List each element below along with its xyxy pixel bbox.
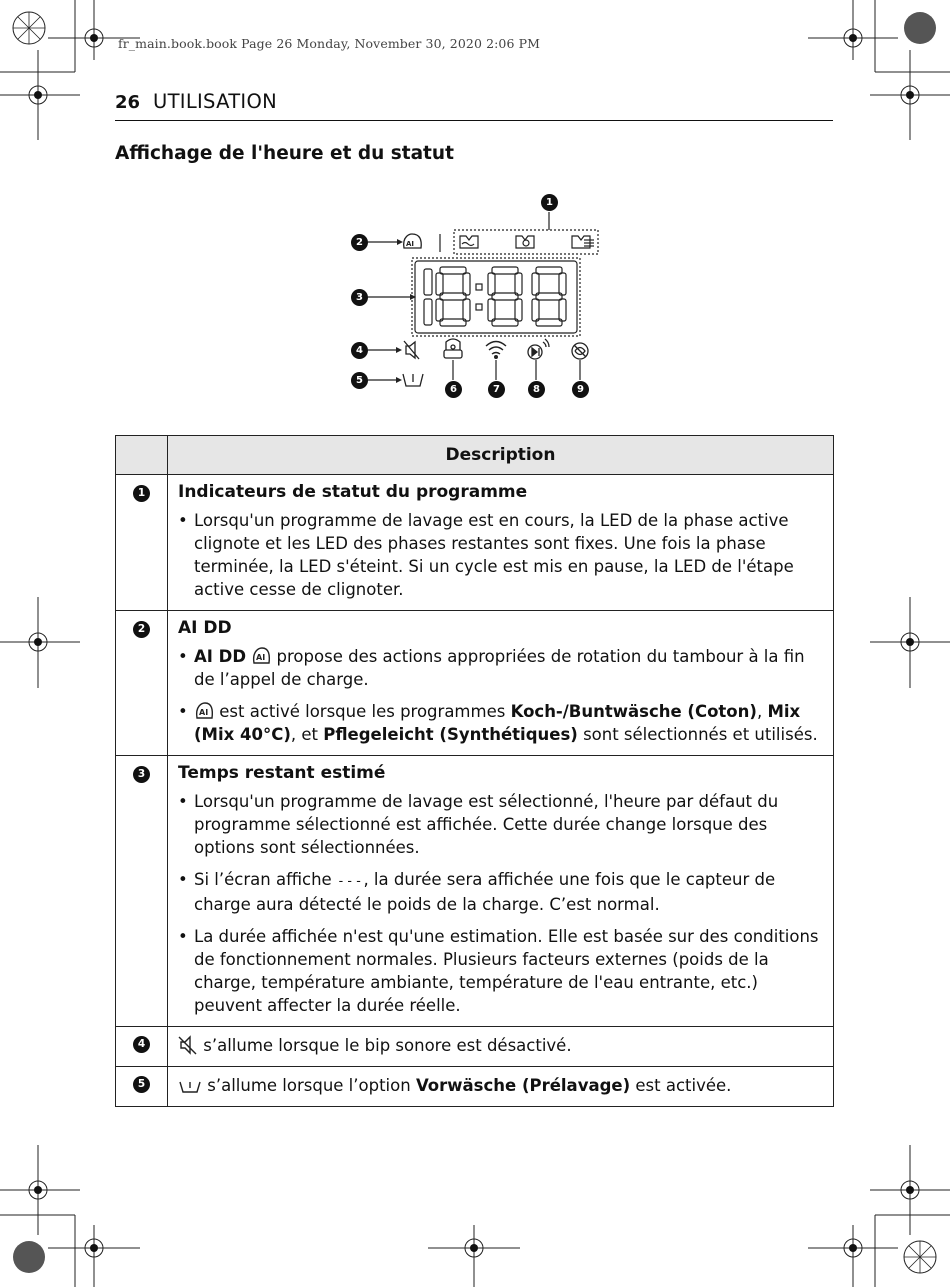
row-title: Indicateurs de statut du programme [178, 482, 528, 502]
spin-off-icon [572, 343, 588, 359]
callout-4: 4 [351, 342, 368, 359]
display-diagram [340, 190, 610, 405]
svg-text:AI: • AI [199, 708, 209, 717]
text-fragment: s’allume lorsque le bip sonore est désactivé. [198, 1036, 572, 1055]
row-number-cell [116, 475, 168, 611]
wash-phase-icon [460, 236, 478, 248]
header-description: Description [168, 436, 834, 475]
row-description-cell [168, 756, 834, 1027]
row-number-badge: 5 [133, 1076, 150, 1093]
table-header-row [116, 436, 834, 475]
callout-2: 2 [351, 234, 368, 251]
row-description-cell [168, 475, 834, 611]
wifi-icon [486, 342, 506, 359]
row-number-cell [116, 1027, 168, 1067]
beep-off-icon [178, 1035, 198, 1055]
callout-5: 5 [351, 372, 368, 389]
bullet-item [178, 645, 823, 691]
text-fragment: , et [290, 725, 324, 744]
remote-start-icon [528, 339, 549, 359]
svg-text:AI: AI [406, 240, 415, 248]
prewash-icon [403, 374, 423, 386]
row-number-badge: 4 [133, 1036, 150, 1053]
header-blank-cell [116, 436, 168, 475]
callout-7: 7 [488, 381, 505, 398]
text-fragment: , [756, 702, 768, 721]
row-number-badge: 3 [133, 766, 150, 783]
table-row [116, 611, 834, 756]
row-number-badge: 2 [133, 621, 150, 638]
callout-1: 1 [541, 194, 558, 211]
ai-dd-icon [251, 646, 271, 666]
table-row [116, 756, 834, 1027]
svg-text:AI: AI [256, 653, 266, 662]
row-title: AI DD [178, 618, 232, 638]
table-row [116, 1067, 834, 1107]
row-number-badge: 1 [133, 485, 150, 502]
display-dashes: --- [336, 874, 364, 889]
table-row [116, 1027, 834, 1067]
row-number-cell [116, 756, 168, 1027]
bullet-item: • Lorsqu'un programme de lavage est sélectionné, l'heure par défaut du programme sélectionné est affichée. Cette durée change lorsque des options sont sélectionnées. [178, 790, 823, 859]
row-description-cell [168, 1027, 834, 1067]
led-digits [418, 264, 574, 330]
bullet-item: • Lorsqu'un programme de lavage est en cours, la LED de la phase active clignote et les LED des phases restantes sont fixes. Une fois la phase terminée, la LED s'éteint. Si un cycle est mis en pause, la LED de l'étape active cesse de clignoter. [178, 509, 823, 601]
bullet-item: • La durée affichée n'est qu'une estimation. Elle est basée sur des conditions de fonctionnement normales. Plusieurs facteurs externes (poids de la charge, température ambiante, température de l'eau entrante, etc.) peuvent affecter la durée réelle. [178, 925, 823, 1017]
callout-6: 6 [445, 381, 462, 398]
callout-3: 3 [351, 289, 368, 306]
page-number: 26 [115, 92, 141, 113]
bullet-item [178, 868, 823, 916]
prewash-icon [178, 1077, 202, 1095]
ai-dd-bold: AI DD [194, 647, 247, 666]
led-display [418, 262, 574, 332]
door-lock-icon [444, 339, 462, 358]
text-fragment: Si l’écran affiche [194, 870, 337, 889]
ai-dd-icon [404, 234, 422, 248]
callout-8: 8 [528, 381, 545, 398]
file-header: fr_main.book.book Page 26 Monday, November 30, 2020 2:06 PM [118, 36, 541, 51]
text-fragment: s’allume lorsque l’option [202, 1076, 416, 1095]
program-name: Koch-/Buntwäsche (Coton) [510, 702, 757, 721]
beep-off-icon [404, 341, 419, 359]
text-fragment: , la durée sera affichée une fois que le capteur de charge aura détecté le poids de la charge. C’est normal. [194, 870, 776, 914]
spin-phase-icon [572, 236, 594, 248]
callout-9: 9 [572, 381, 589, 398]
description-table-grid [115, 435, 834, 1107]
section-title: Affichage de l'heure et du statut [115, 143, 454, 164]
bullet-item [178, 700, 823, 746]
option-name: Vorwäsche (Prélavage) [415, 1076, 631, 1095]
description-table [115, 435, 834, 1107]
rinse-phase-icon [516, 236, 534, 248]
section-name: UTILISATION [153, 90, 278, 113]
text-fragment: est activé lorsque les programmes [214, 702, 511, 721]
page-header [115, 88, 833, 121]
program-name: Mix (Mix 40°C) [194, 702, 801, 744]
ai-dd-text: propose des actions appropriées de rotation du tambour à la fin de l’appel de charge. [194, 647, 805, 689]
row-description-cell [168, 1067, 834, 1107]
row-number-cell [116, 1067, 168, 1107]
row-title: Temps restant estimé [178, 763, 386, 783]
row-number-cell [116, 611, 168, 756]
text-fragment: est activée. [630, 1076, 732, 1095]
row-description-cell [168, 611, 834, 756]
table-row [116, 475, 834, 611]
ai-dd-icon [194, 701, 214, 721]
text-fragment: sont sélectionnés et utilisés. [577, 725, 818, 744]
program-name: Pflegeleicht (Synthétiques) [323, 725, 578, 744]
